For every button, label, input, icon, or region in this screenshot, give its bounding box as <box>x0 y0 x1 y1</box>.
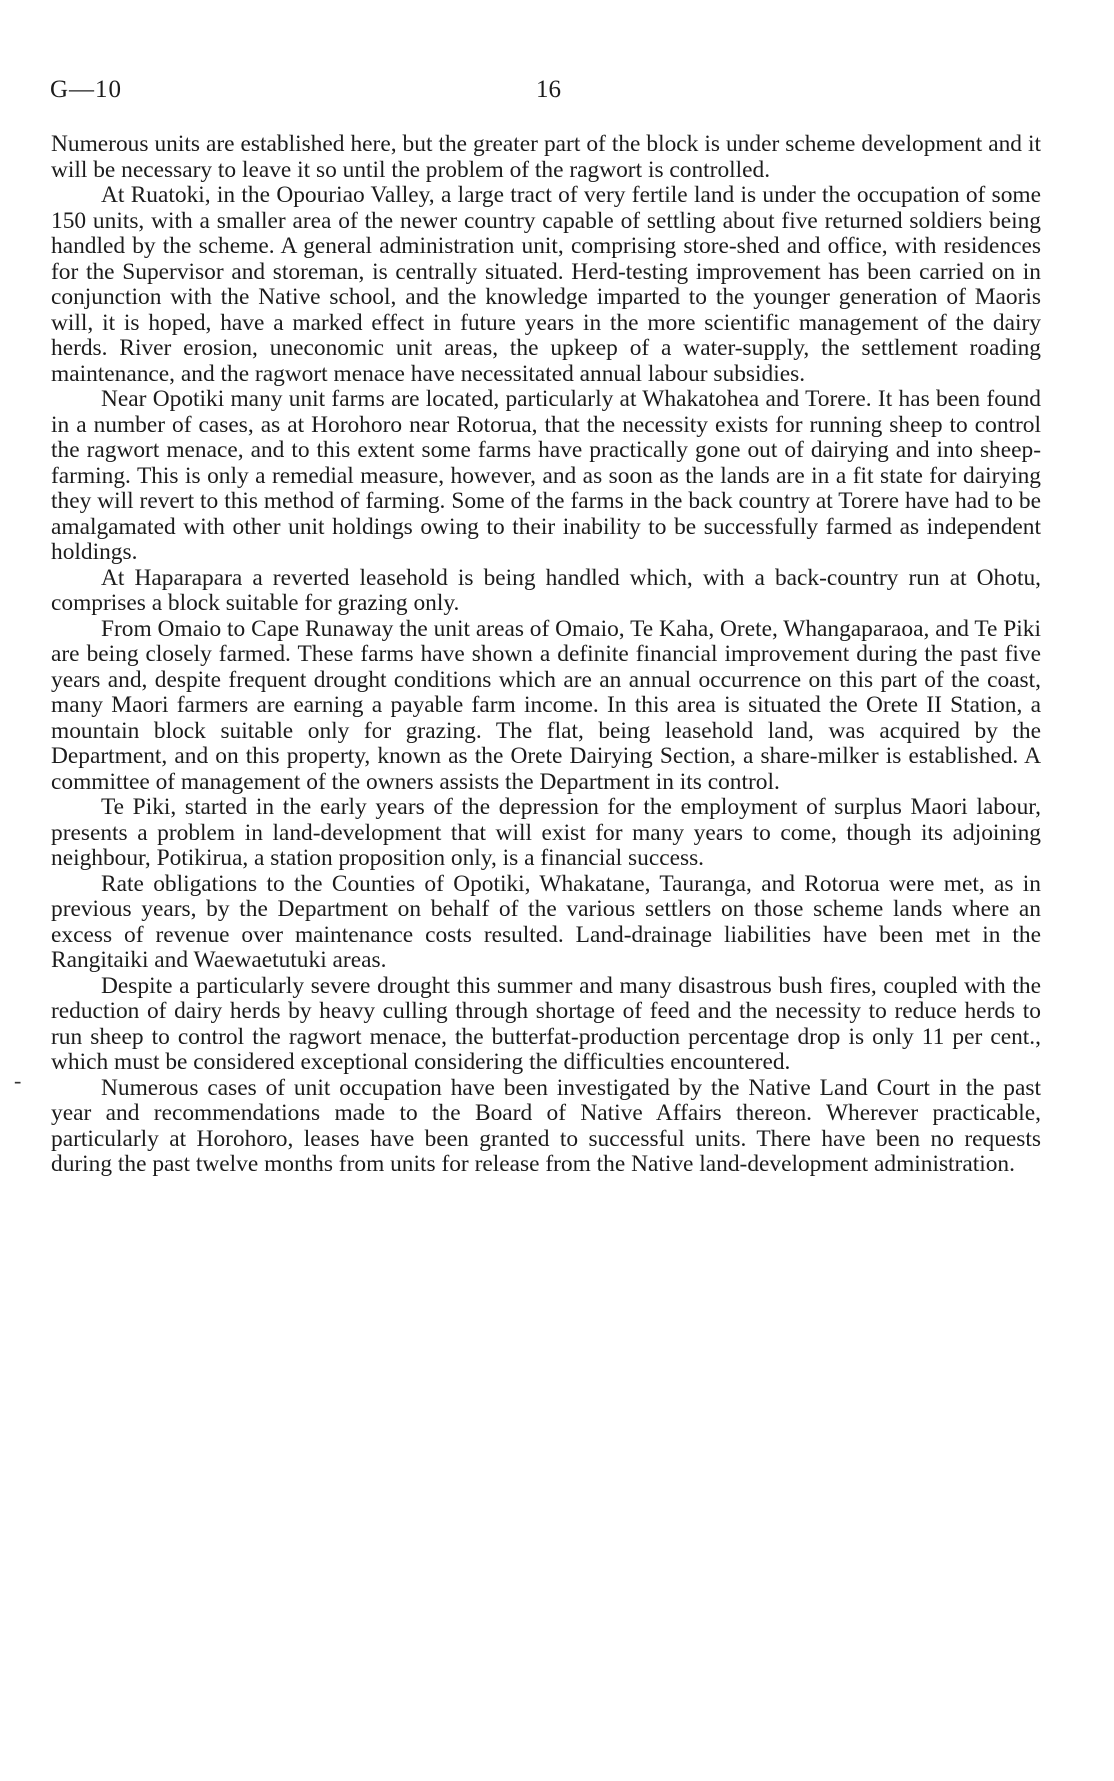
paragraph-ruatoki: At Ruatoki, in the Opouriao Valley, a large tract of very fertile land is under the occupation of some 150 units, with a smaller area of the newer country capable of settling about five returned soldiers being handled by the scheme. A general administration unit, comprising store-shed and office, with residences for the Supervisor and storeman, is centrally situated. Herd-testing improvement has been carried on in conjunction with the Native school, and the knowledge imparted to the younger generation of Maoris will, it is hoped, have a marked effect in future years in the more scientific management of the dairy herds. River erosion, uneconomic unit areas, the upkeep of a water-supply, the settlement roading maintenance, and the ragwort menace have necessitated annual labour subsidies. <box>51 182 1041 387</box>
paragraph-ragwort-block: Numerous units are established here, but the greater part of the block is under scheme development and it will be necessary to leave it so until the problem of the ragwort is controlled. <box>51 131 1041 183</box>
paragraph-omaio-cape-runaway: From Omaio to Cape Runaway the unit areas of Omaio, Te Kaha, Orete, Whangaparaoa, and Te Piki are being closely farmed. These farms have shown a definite financial improvement during the past five years and, despite frequent drought conditions which are an annual occurrence on this part of the coast, many Maori farmers are earning a payable farm income. In this area is situated the Orete II Station, a mountain block suitable only for grazing. The flat, being leasehold land, was acquired by the Department, and on this property, known as the Orete Dairying Section, a share-milker is established. A committee of management of the owners assists the Department in its control. <box>51 615 1041 795</box>
paragraph-unit-occupation: Numerous cases of unit occupation have been investigated by the Native Land Court in the past year and recommendations made to the Board of Native Affairs thereon. Wherever practicable, particularly at Horohoro, leases have been granted to successful units. There have been no requests during the past twelve months from units for release from the Native land-development administration. <box>51 1074 1041 1177</box>
paragraph-opotiki: Near Opotiki many unit farms are located, particularly at Whakatohea and Torere. It has been found in a number of cases, as at Horohoro near Rotorua, that the necessity exists for running sheep to control the ragwort menace, and to this extent some farms have practically gone out of dairying and into sheep-farming. This is only a remedial measure, however, and as soon as the lands are in a fit state for dairying they will revert to this method of farming. Some of the farms in the back country at Torere have had to be amalgamated with other unit holdings owing to their inability to be successfully farmed as independent holdings. <box>51 386 1041 565</box>
margin-dash-mark: - <box>14 1068 22 1093</box>
document-reference: G—10 <box>50 76 123 103</box>
paragraph-drought: Despite a particularly severe drought this summer and many disastrous bush fires, coupled with the reduction of dairy herds by heavy culling through shortage of feed and the necessity to reduce herds to run sheep to control the ragwort menace, the butterfat-production percentage drop is only 11 per cent., which must be considered exceptional considering the difficulties encountered. <box>51 972 1041 1075</box>
paragraph-haparapara: At Haparapara a reverted leasehold is being handled which, with a back-country run at Ohotu, comprises a block suitable for grazing only. <box>51 564 1041 616</box>
body-text <box>51 132 1041 1178</box>
paragraph-te-piki: Te Piki, started in the early years of the depression for the employment of surplus Maori labour, presents a problem in land-development that will exist for many years to come, though its adjoining neighbour, Potikirua, a station proposition only, is a financial success. <box>51 794 1041 871</box>
paragraph-rate-obligations: Rate obligations to the Counties of Opotiki, Whakatane, Tauranga, and Rotorua were met, as in previous years, by the Department on behalf of the various settlers on those scheme lands where an excess of revenue over maintenance costs resulted. Land-drainage liabilities have been met in the Rangitaiki and Waewaetutuki areas. <box>51 870 1041 973</box>
page-number: 16 <box>536 76 561 103</box>
page-header <box>0 76 1114 110</box>
